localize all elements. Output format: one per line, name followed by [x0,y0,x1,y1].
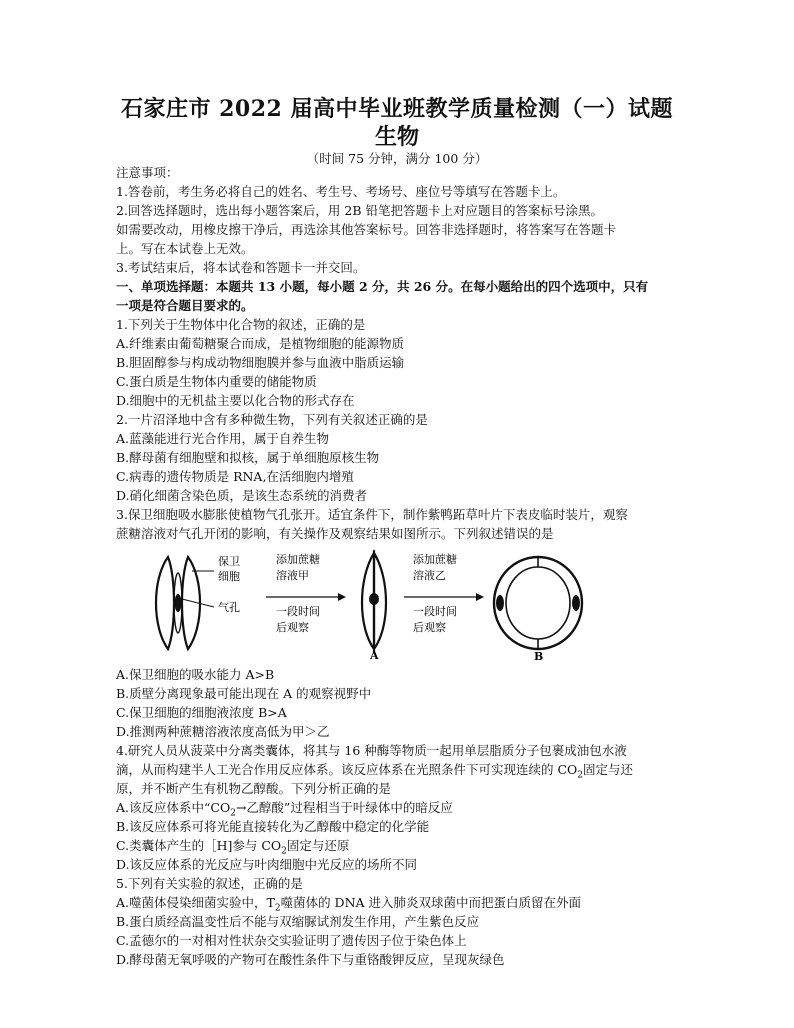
arrow2-bottom1: 一段时间 [413,605,457,618]
q4-stem-line2: 滴，从而构建半人工光合作用反应体系。该反应体系在光照条件下可实现连续的 $CO_2$固定与还 [116,762,634,781]
arrow2-top2: 溶液乙 [413,569,446,582]
q5-option-a: A.噬菌体侵染细菌实验中，$T_2$噬菌体的 DNA 进入肺炎双球菌中而把蛋白质留在外面 [116,895,582,914]
notice-heading: 注意事项： [116,165,179,180]
q2-option-c: C.病毒的遗传物质是 RNA,在活细胞内增殖 [116,469,354,484]
q1-option-b: B.胆固醇参与构成动物细胞膜并参与血液中脂质运输 [116,355,405,370]
notice-item-2-cont: 如需要改动，用橡皮擦干净后，再选涂其他答案标号。回答非选择题时，将答案写在答题卡 [116,222,617,237]
q5-option-b: B.蛋白质经高温变性后不能与双缩脲试剂发生作用，产生紫色反应 [116,914,480,929]
q5-option-c: C.孟德尔的一对相对性状杂交实验证明了遗传因子位于染色体上 [116,933,467,948]
arrow1-bottom2: 后观察 [276,621,309,634]
q4-option-a: A.该反应体系中“$CO_2\to$乙醇酸”过程相当于叶绿体中的暗反应 [116,800,453,819]
label-b: B [534,650,544,661]
q3-option-b: B.质壁分离现象最可能出现在 A 的观察视野中 [116,686,372,701]
q4-option-b: B.该反应体系可将光能直接转化为乙醇酸中稳定的化学能 [116,819,430,834]
stoma-a-nucleus [369,593,379,605]
q4-option-d: D.该反应体系的光反应与叶肉细胞中光反应的场所不同 [116,857,418,872]
q5-option-d: D.酵母菌无氧呼吸的产物可在酸性条件下与重铬酸钾反应，呈现灰绿色 [116,952,505,967]
q1-option-a: A.纤维素由葡萄糖聚合而成，是植物细胞的能源物质 [116,336,405,351]
section-heading-line1: 一、单项选择题：本题共 13 小题，每小题 2 分，共 26 分。在每小题给出的四个选项中，只有 [116,279,649,294]
stomata-figure [148,549,608,661]
section-heading-line2: 一项是符合题目要求的。 [116,298,254,313]
label-stoma: 气孔 [218,601,240,614]
arrow1-top1: 添加蔗糖 [276,553,320,566]
q1-option-c: C.蛋白质是生物体内重要的储能物质 [116,374,317,389]
arrow2-bottom2: 后观察 [413,621,446,634]
label-a: A [370,649,379,661]
q2-stem: 2.一片沼泽地中含有多种微生物，下列有关叙述正确的是 [116,412,428,427]
q2-option-a: A.蓝藻能进行光合作用，属于自养生物 [116,431,330,446]
exam-title: 石家庄市 2022 届高中毕业班教学质量检测（一）试题 [120,96,674,122]
label-guard-cell-1: 保卫 [218,555,240,568]
arrow2-head [476,593,484,601]
exam-subject: 生物 [374,124,419,150]
q3-option-a: A.保卫细胞的吸水能力 A>B [116,667,275,682]
q4-option-c: C.类囊体产生的［H]参与 $CO_2$固定与还原 [116,838,350,857]
q3-stem-line1: 3.保卫细胞吸水膨胀使植物气孔张开。适宜条件下，制作紫鸭跖草叶片下表皮临时装片，观察 [116,507,628,522]
stoma-b [494,557,582,649]
notice-item-3: 3.考试结束后，将本试卷和答题卡一并交回。 [116,260,366,275]
arrow1-head [338,593,346,601]
stoma-b-nucleus-right [572,595,580,611]
stoma-b-nucleus-left [496,595,504,611]
q2-option-d: D.硝化细菌含染色质，是该生态系统的消费者 [116,488,368,503]
arrow1-top2: 溶液甲 [276,569,309,582]
q3-option-c: C.保卫细胞的细胞液浓度 B>A [116,705,287,720]
initial-nucleus [175,594,182,612]
stomata-diagram [148,549,608,661]
q4-stem-line3: 原，并不断产生有机物乙醇酸。下列分析正确的是 [116,781,392,796]
q3-stem-line2: 蔗糖溶液对气孔开闭的影响，有关操作及观察结果如图所示。下列叙述错误的是 [116,526,554,541]
arrow2-top1: 添加蔗糖 [413,553,457,566]
notice-item-1: 1.答卷前，考生务必将自己的姓名、考生号、考场号、座位号等填写在答题卡上。 [116,184,566,199]
notice-item-2-cont2: 上。写在本试卷上无效。 [116,241,254,256]
q5-stem: 5.下列有关实验的叙述，正确的是 [116,876,303,891]
label-guard-cell-2: 细胞 [218,570,240,583]
q2-option-b: B.酵母菌有细胞壁和拟核，属于单细胞原核生物 [116,450,380,465]
q3-option-d: D.推测两种蔗糖溶液浓度高低为甲＞乙 [116,724,330,739]
notice-item-2: 2.回答选择题时，选出每小题答案后，用 2B 铅笔把答题卡上对应题目的答案标号涂黑。 [116,203,604,218]
arrow1-bottom1: 一段时间 [276,605,320,618]
stoma-pointer [182,599,214,607]
time-note: （时间 75 分钟，满分 100 分） [306,151,488,166]
exam-body [116,163,688,969]
q1-option-d: D.细胞中的无机盐主要以化合物的形式存在 [116,393,355,408]
q4-stem-line1: 4.研究人员从菠菜中分离类囊体，将其与 16 种酶等物质一起用单层脂质分子包裹成油包水液 [116,743,627,758]
q1-stem: 1.下列关于生物体中化合物的叙述，正确的是 [116,317,366,332]
